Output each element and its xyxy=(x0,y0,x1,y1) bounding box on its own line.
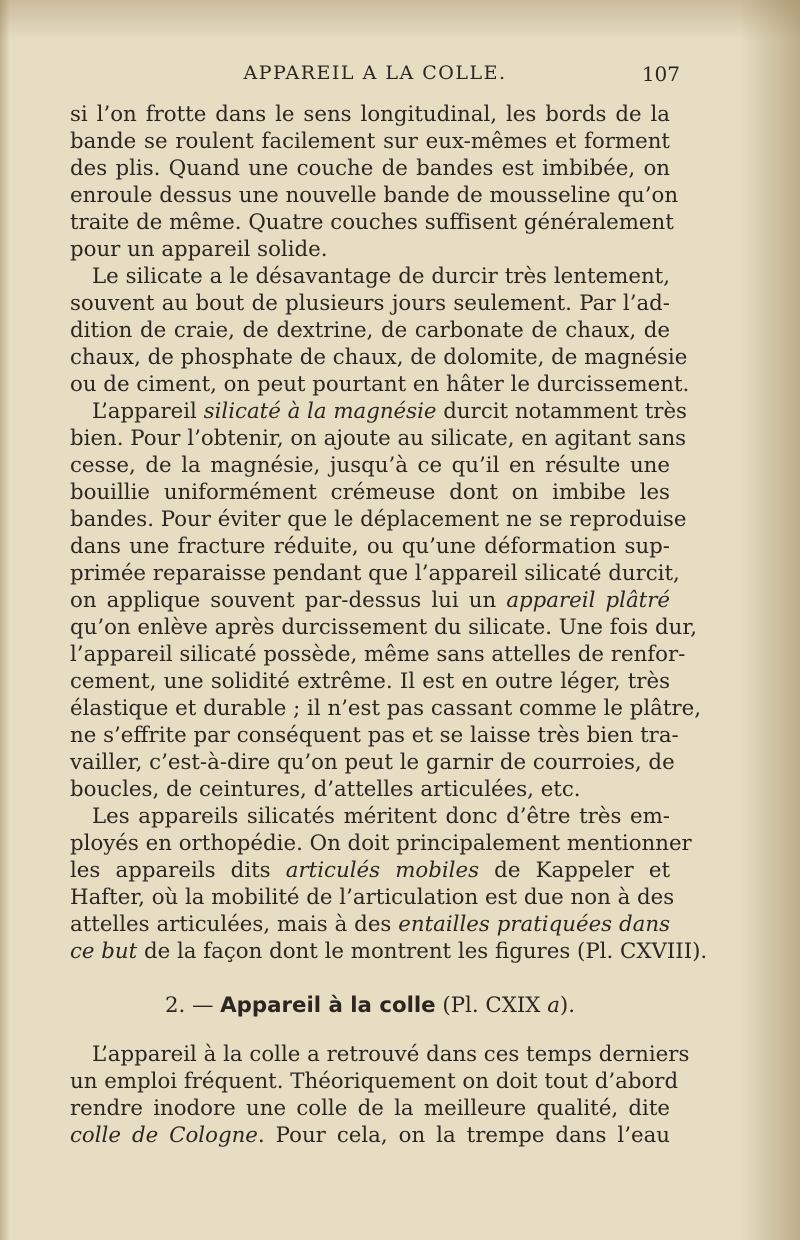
text-fragment: de la façon dont le montrent les figures (Pl. CXVIII). xyxy=(137,939,708,964)
text-line: Le silicate a le désavantage de durcir très lentement, xyxy=(92,264,670,289)
text-line: rendre inodore une colle de la meilleure qualité, dite xyxy=(70,1096,670,1121)
text-line: boucles, de ceintures, d’attelles articulées, etc. xyxy=(70,777,581,802)
text-line: ne s’effrite par conséquent pas et se laisse très bien tra- xyxy=(70,723,679,748)
section-title-bold: Appareil à la colle xyxy=(220,993,436,1018)
text-line: ou de ciment, on peut pourtant en hâter le durcissement. xyxy=(70,372,690,397)
text-line: pour un appareil solide. xyxy=(70,237,328,262)
text-line: dition de craie, de dextrine, de carbonate de chaux, de xyxy=(70,318,670,343)
italic-term: ce but xyxy=(70,939,138,964)
text-fragment: . Pour cela, on la trempe dans l’eau xyxy=(257,1123,670,1148)
section-number: 2. — xyxy=(165,993,221,1018)
text-line: bandes. Pour éviter que le déplacement ne se reproduise xyxy=(70,507,687,532)
text-line: Les appareils silicatés méritent donc d’être très em- xyxy=(92,804,670,829)
text-line xyxy=(70,1122,670,1149)
text-line: primée reparaisse pendant que l’appareil silicaté durcit, xyxy=(70,561,680,586)
text-line: enroule dessus une nouvelle bande de mousseline qu’on xyxy=(70,183,679,208)
text-line: bien. Pour l’obtenir, on ajoute au silicate, en agitant sans xyxy=(70,426,687,451)
text-line: L’appareil à la colle a retrouvé dans ces temps derniers xyxy=(92,1042,690,1067)
text-line xyxy=(70,398,687,425)
italic-term: colle de Cologne xyxy=(70,1123,258,1148)
text-fragment: L’appareil xyxy=(92,399,204,424)
text-line: un emploi fréquent. Théoriquement on doit tout d’abord xyxy=(70,1069,679,1094)
section-title-end: ). xyxy=(559,993,575,1018)
page-number: 107 xyxy=(641,62,680,86)
text-fragment: attelles articulées, mais à des xyxy=(70,912,399,937)
text-line: l’appareil silicaté possède, même sans attelles de renfor- xyxy=(70,642,686,667)
text-line: bande se roulent facilement sur eux-mêmes et forment xyxy=(70,129,670,154)
text-line: souvent au bout de plusieurs jours seulement. Par l’ad- xyxy=(70,291,670,316)
text-line: cement, une solidité extrême. Il est en outre léger, très xyxy=(70,669,670,694)
section-heading xyxy=(70,992,670,1019)
running-head: APPAREIL A LA COLLE. xyxy=(243,62,507,84)
text-line xyxy=(70,911,670,938)
text-line: chaux, de phosphate de chaux, de dolomite, de magnésie xyxy=(70,345,688,370)
italic-term: silicaté à la magnésie xyxy=(203,399,437,424)
text-line: dans une fracture réduite, ou qu’une déformation sup- xyxy=(70,534,670,559)
text-line: si l’on frotte dans le sens longitudinal, les bords de la xyxy=(70,102,670,127)
text-fragment: de Kappeler et xyxy=(479,858,670,883)
text-line: vailler, c’est-à-dire qu’on peut le garnir de courroies, de xyxy=(70,750,675,775)
text-line: traite de même. Quatre couches suffisent généralement xyxy=(70,210,674,235)
italic-term: entailles pratiquées dans xyxy=(398,912,671,937)
text-fragment: on applique souvent par-dessus lui un xyxy=(70,588,507,613)
text-line: Hafter, où la mobilité de l’articulation est due non à des xyxy=(70,885,675,910)
page-header xyxy=(70,62,680,88)
text-line: qu’on enlève après durcissement du silicate. Une fois dur, xyxy=(70,615,697,640)
text-line xyxy=(70,587,670,614)
text-line: cesse, de la magnésie, jusqu’à ce qu’il en résulte une xyxy=(70,453,670,478)
section-title-ref: (Pl. CXIX xyxy=(435,993,548,1018)
text-fragment: durcit notamment très xyxy=(436,399,687,424)
text-line: élastique et durable ; il n’est pas cassant comme le plâtre, xyxy=(70,696,701,721)
italic-term: appareil plâtré xyxy=(506,588,670,613)
section-title-italic: a xyxy=(547,993,560,1018)
text-fragment: les appareils dits xyxy=(70,858,286,883)
text-line xyxy=(70,938,708,965)
text-line: des plis. Quand une couche de bandes est imbibée, on xyxy=(70,156,670,181)
italic-term: articulés mobiles xyxy=(285,858,480,883)
body-text xyxy=(70,101,708,1149)
text-line xyxy=(70,857,670,884)
text-line: bouillie uniformément crémeuse dont on imbibe les xyxy=(70,480,670,505)
text-line: ployés en orthopédie. On doit principalement mentionner xyxy=(70,831,692,856)
